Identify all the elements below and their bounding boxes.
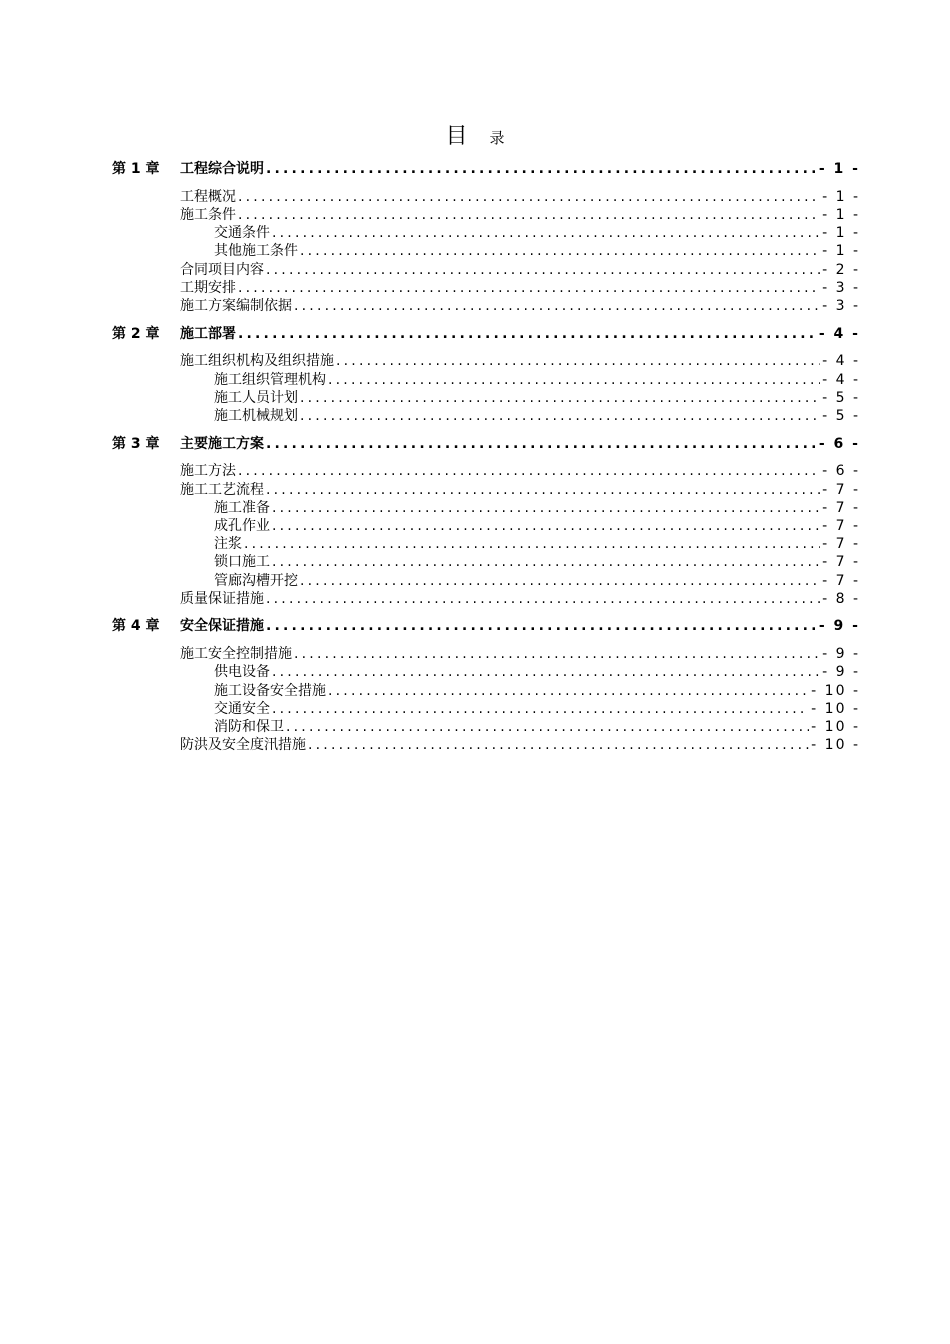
toc-page-number: - 7 - [822,572,860,589]
toc-dot-leader [238,206,820,224]
toc-dot-leader [272,700,809,718]
toc-entry[interactable] [112,682,860,700]
toc-dot-leader [286,718,809,736]
toc-entry-label: 施工机械规划 [214,407,298,424]
toc-entry[interactable] [112,224,860,242]
toc-dot-leader [238,462,820,480]
toc-page-number: - 5 - [822,389,860,406]
toc-entry-label: 消防和保卫 [214,718,284,735]
toc-dot-leader [272,663,820,681]
toc-dot-leader [300,407,820,425]
toc-chapter-number: 第 3 章 [112,435,160,452]
toc-entry-label: 主要施工方案 [180,435,264,452]
toc-page-number: - 1 - [818,161,860,177]
toc-entry-label: 施工工艺流程 [180,481,264,498]
toc-page-number: - 3 - [822,279,860,296]
toc-dot-leader [266,481,820,499]
toc-entry-label: 防洪及安全度汛措施 [180,737,306,754]
toc-dot-leader [294,645,820,663]
toc-page-number: - 7 - [822,536,860,553]
toc-entry-label: 工期安排 [180,279,236,296]
toc-entry[interactable] [112,389,860,407]
toc-dot-leader [328,371,820,389]
toc-entry[interactable] [112,462,860,480]
toc-entry[interactable] [112,517,860,535]
toc-entry[interactable] [112,535,860,553]
toc-dot-leader [272,553,820,571]
toc-entry[interactable] [112,297,860,315]
toc-entry[interactable] [112,371,860,389]
toc-chapter-number: 第 4 章 [112,618,160,635]
toc-page-number: - 9 - [822,664,860,681]
toc-dot-leader [238,188,820,206]
toc-dot-leader [244,535,820,553]
toc-page-number: - 7 - [822,481,860,498]
toc-entry-label: 交通条件 [214,225,270,242]
toc-entry-label: 合同项目内容 [180,261,264,278]
toc-title [0,122,950,153]
toc-page-number: - 9 - [818,618,860,635]
toc-dot-leader [238,279,820,297]
toc-dot-leader [266,261,820,279]
toc-chapter-entry[interactable] [112,617,860,635]
toc-dot-leader [272,499,820,517]
toc-entry[interactable] [112,700,860,718]
toc-entry[interactable] [112,206,860,224]
toc-entry-label: 供电设备 [214,664,270,681]
toc-entry[interactable] [112,590,860,608]
toc-entry[interactable] [112,718,860,736]
toc-entry-label: 锁口施工 [214,554,270,571]
toc-entry-label: 工程综合说明 [180,161,264,177]
toc-chapter-entry[interactable] [112,435,860,453]
toc-entry[interactable] [112,645,860,663]
toc-entry[interactable] [112,242,860,260]
toc-entry[interactable] [112,188,860,206]
toc-entry-label: 管廊沟槽开挖 [214,572,298,589]
toc-entry[interactable] [112,736,860,754]
toc-entry-label: 施工准备 [214,499,270,516]
toc-dot-leader [272,517,820,535]
toc-entry-label: 施工设备安全措施 [214,682,326,699]
toc-entry-label: 安全保证措施 [180,618,264,635]
toc-entry[interactable] [112,352,860,370]
toc-page-number: - 2 - [822,261,860,278]
toc-page-number: - 10 - [811,700,860,717]
toc-dot-leader [300,389,820,407]
toc-entry-label: 施工部署 [180,325,236,342]
toc-entry-label: 施工方法 [180,463,236,480]
toc-entry-label: 成孔作业 [214,517,270,534]
toc-title-second-char: 录 [489,129,505,147]
toc-page-number: - 1 - [822,243,860,260]
toc-page-number: - 10 - [811,682,860,699]
toc-page-number: - 8 - [822,590,860,607]
toc-page-number: - 1 - [822,188,860,205]
toc-page-number: - 9 - [822,646,860,663]
toc-page-number: - 3 - [822,297,860,314]
toc-dot-leader [300,242,820,260]
toc-title-first-char: 目 [445,124,468,149]
toc-dot-leader [238,325,817,343]
toc-dot-leader [328,682,809,700]
toc-chapter-entry[interactable] [112,160,860,178]
toc-entry-label: 施工安全控制措施 [180,646,292,663]
toc-entry-label: 施工组织管理机构 [214,371,326,388]
toc-entry-label: 其他施工条件 [214,243,298,260]
toc-page-number: - 7 - [822,554,860,571]
toc-page-number: - 1 - [822,225,860,242]
toc-page-number: - 7 - [822,499,860,516]
toc-dot-leader [266,590,820,608]
toc-entry-label: 施工人员计划 [214,389,298,406]
toc-entry[interactable] [112,261,860,279]
toc-page-number: - 6 - [818,435,860,452]
toc-entry[interactable] [112,572,860,590]
toc-page-number: - 10 - [811,718,860,735]
toc-dot-leader [266,160,817,178]
toc-entry-label: 交通安全 [214,700,270,717]
toc-page-number: - 4 - [818,325,860,342]
toc-chapter-entry[interactable] [112,325,860,343]
toc-entry-label: 施工组织机构及组织措施 [180,353,334,370]
toc-dot-leader [336,352,820,370]
toc-dot-leader [266,617,817,635]
toc-entry[interactable] [112,663,860,681]
toc-entry-label: 施工条件 [180,206,236,223]
toc-page-number: - 6 - [822,463,860,480]
toc-dot-leader [294,297,820,315]
toc-chapter-number: 第 1 章 [112,161,160,177]
toc-dot-leader [266,435,817,453]
toc-entry-label: 质量保证措施 [180,590,264,607]
toc-chapter-number: 第 2 章 [112,325,160,342]
toc-entry[interactable] [112,499,860,517]
toc-dot-leader [308,736,809,754]
toc-page-number: - 4 - [822,353,860,370]
toc-entry[interactable] [112,407,860,425]
toc-dot-leader [300,572,820,590]
toc-entry[interactable] [112,481,860,499]
toc-page-number: - 10 - [811,737,860,754]
toc-entry-label: 工程概况 [180,188,236,205]
toc-page-number: - 5 - [822,407,860,424]
toc-entry[interactable] [112,553,860,571]
toc-entry[interactable] [112,279,860,297]
toc-entry-label: 注浆 [214,536,242,553]
toc-entry-label: 施工方案编制依据 [180,297,292,314]
toc-page-number: - 7 - [822,517,860,534]
toc-page-number: - 1 - [822,206,860,223]
toc-dot-leader [272,224,820,242]
toc-page-number: - 4 - [822,371,860,388]
